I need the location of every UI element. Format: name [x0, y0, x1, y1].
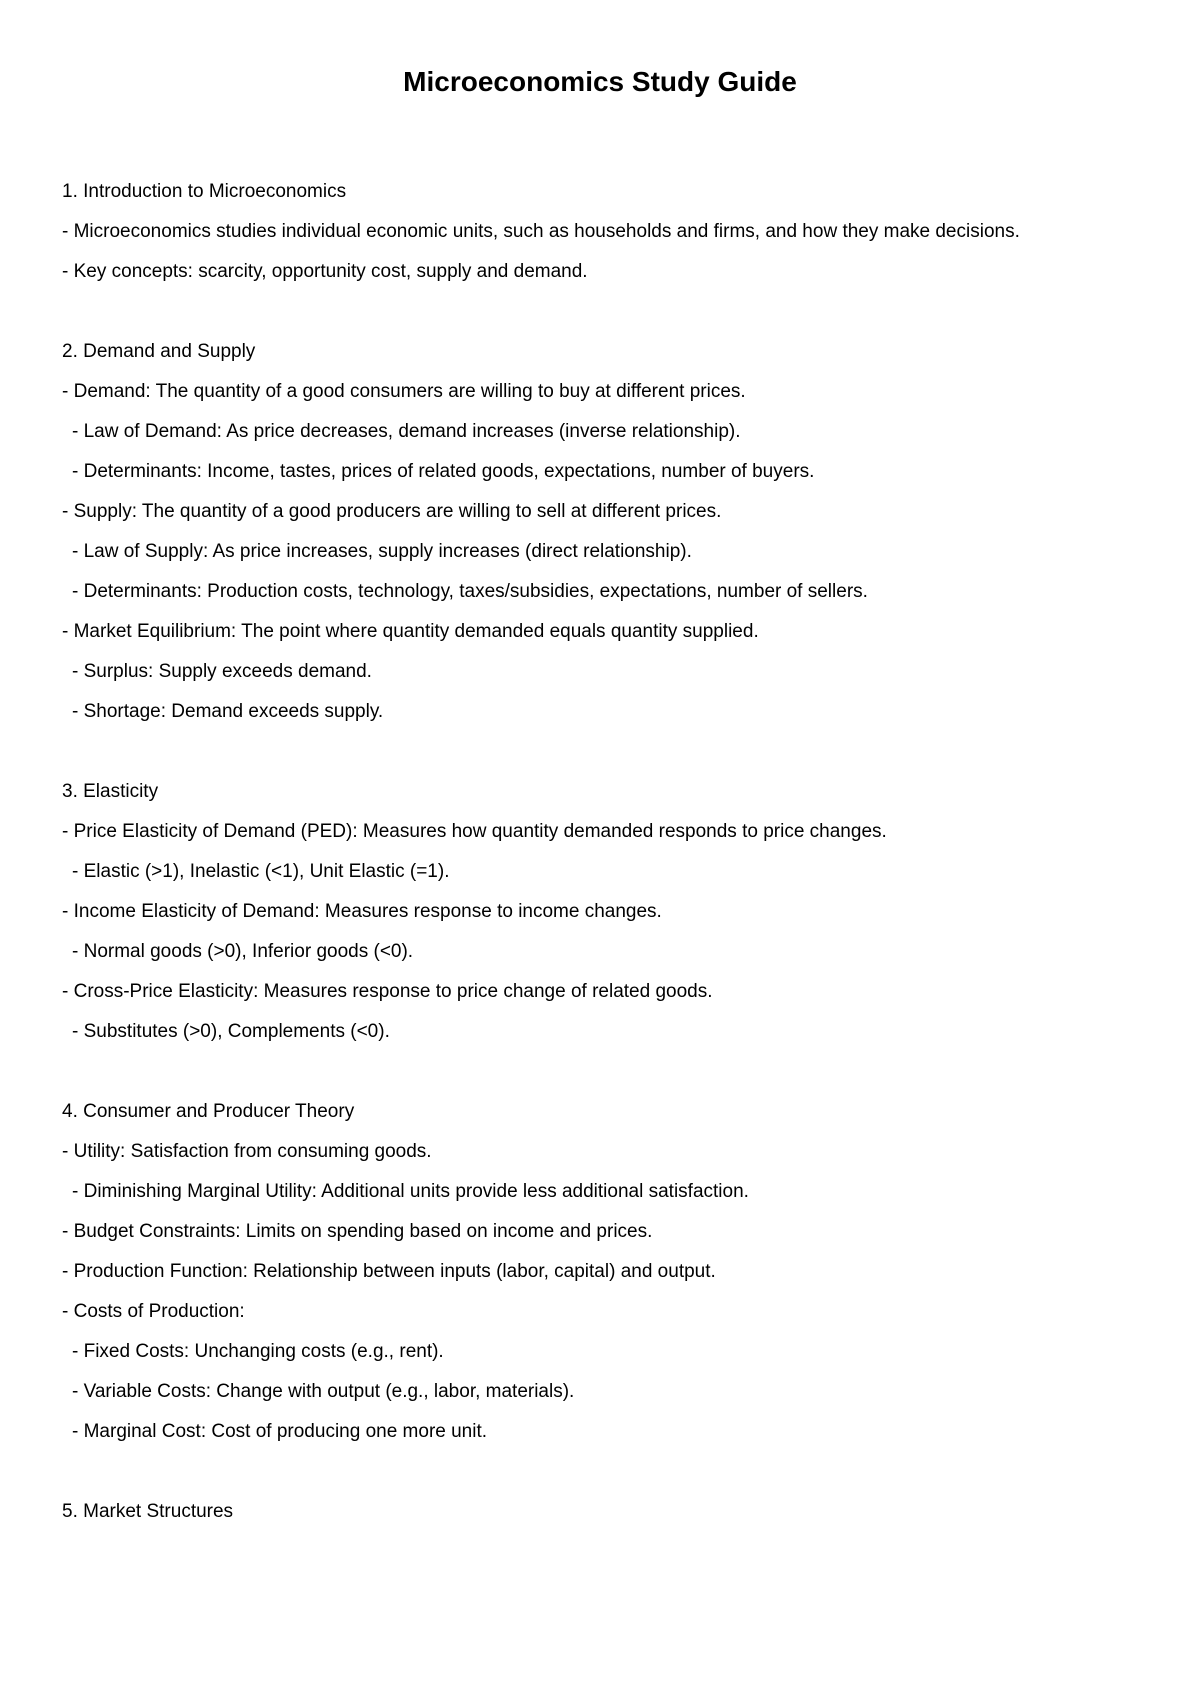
section-5	[62, 1492, 1146, 1532]
bullet-item: - Utility: Satisfaction from consuming goods.	[62, 1141, 432, 1162]
bullet-item: - Budget Constraints: Limits on spending based on income and prices.	[62, 1221, 653, 1242]
bullet-item: - Demand: The quantity of a good consumers are willing to buy at different prices.	[62, 381, 746, 402]
sub-bullet-item: - Variable Costs: Change with output (e.g., labor, materials).	[72, 1381, 575, 1402]
section-heading: 4. Consumer and Producer Theory	[62, 1101, 355, 1122]
sub-bullet-item: - Law of Demand: As price decreases, demand increases (inverse relationship).	[72, 421, 741, 442]
sub-bullet-item: - Diminishing Marginal Utility: Additional units provide less additional satisfaction.	[72, 1181, 749, 1202]
bullet-item: - Costs of Production:	[62, 1301, 245, 1322]
bullet-item: - Market Equilibrium: The point where quantity demanded equals quantity supplied.	[62, 621, 759, 642]
sub-bullet-item: - Shortage: Demand exceeds supply.	[72, 701, 384, 722]
page-title: Microeconomics Study Guide	[403, 66, 797, 97]
section-heading: 2. Demand and Supply	[62, 341, 256, 362]
bullet-item: - Income Elasticity of Demand: Measures response to income changes.	[62, 901, 662, 922]
sub-bullet-item: - Surplus: Supply exceeds demand.	[72, 661, 372, 682]
sub-bullet-item: - Law of Supply: As price increases, supply increases (direct relationship).	[72, 541, 692, 562]
sub-bullet-item: - Marginal Cost: Cost of producing one more unit.	[72, 1421, 488, 1442]
sub-bullet-item: - Substitutes (>0), Complements (<0).	[72, 1021, 390, 1042]
bullet-item: - Production Function: Relationship between inputs (labor, capital) and output.	[62, 1261, 716, 1282]
bullet-item: - Price Elasticity of Demand (PED): Measures how quantity demanded responds to price changes.	[62, 821, 887, 842]
sub-bullet-item: - Fixed Costs: Unchanging costs (e.g., rent).	[72, 1341, 444, 1362]
section-1	[62, 172, 1146, 292]
section-2	[62, 332, 1146, 732]
document-body	[62, 172, 1146, 1532]
sub-bullet-item: - Normal goods (>0), Inferior goods (<0).	[72, 941, 414, 962]
section-heading: 3. Elasticity	[62, 781, 159, 802]
sub-bullet-item: - Determinants: Production costs, technology, taxes/subsidies, expectations, number of sellers.	[72, 581, 868, 602]
bullet-item: - Key concepts: scarcity, opportunity cost, supply and demand.	[62, 261, 588, 282]
section-4	[62, 1092, 1146, 1452]
section-heading: 1. Introduction to Microeconomics	[62, 181, 347, 202]
bullet-item: - Cross-Price Elasticity: Measures response to price change of related goods.	[62, 981, 713, 1002]
sub-bullet-item: - Determinants: Income, tastes, prices of related goods, expectations, number of buyers.	[72, 461, 815, 482]
section-heading: 5. Market Structures	[62, 1501, 234, 1522]
section-3	[62, 772, 1146, 1052]
bullet-item: - Microeconomics studies individual economic units, such as households and firms, and how they make decisions.	[62, 221, 1020, 242]
sub-bullet-item: - Elastic (>1), Inelastic (<1), Unit Elastic (=1).	[72, 861, 450, 882]
bullet-item: - Supply: The quantity of a good producers are willing to sell at different prices.	[62, 501, 722, 522]
